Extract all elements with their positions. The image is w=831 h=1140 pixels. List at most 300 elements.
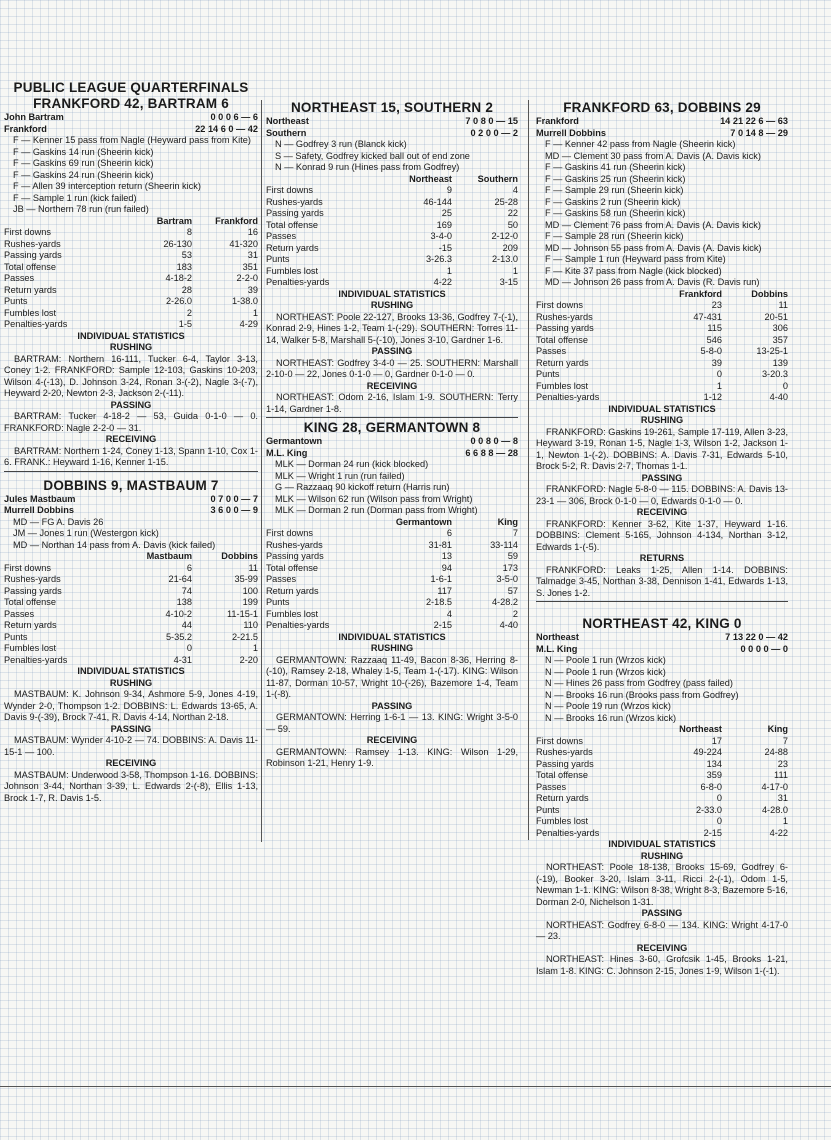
team-stat-row xyxy=(266,620,518,632)
stat-section-heading: RUSHING xyxy=(370,643,414,653)
linescore-row xyxy=(536,116,788,128)
stat-value: 0 xyxy=(782,380,788,391)
stat-label: Passes xyxy=(266,231,297,241)
scoring-play: F — Sample 29 run (Sheerin kick) xyxy=(545,185,684,195)
stat-label: First downs xyxy=(266,528,313,538)
stat-label: Total offense xyxy=(266,219,318,230)
stat-value: 8 xyxy=(186,227,192,237)
team-stat-row xyxy=(536,793,788,805)
linescore-row xyxy=(266,128,518,140)
stat-value: 3-5-0 xyxy=(496,574,518,584)
team-stat-row xyxy=(536,805,788,817)
stat-label: Punts xyxy=(536,804,560,815)
scoring-play: MD — Johnson 55 pass from A. Davis (A. Davis kick) xyxy=(545,242,762,253)
scoring-play: N — Brooks 16 run (Brooks pass from Godfrey) xyxy=(545,689,739,700)
stat-value: 25 xyxy=(441,208,452,218)
stat-value: 31 xyxy=(777,793,788,803)
stat-label: Return yards xyxy=(536,793,589,803)
column-2 xyxy=(266,100,518,773)
team-name: Northeast xyxy=(266,116,309,126)
team-score: 0 0 8 0 — 8 xyxy=(470,436,518,446)
stat-value: 0 xyxy=(716,369,722,379)
team-stat-row xyxy=(266,563,518,575)
stat-value: 59 xyxy=(507,551,518,561)
stat-label: Rushes-yards xyxy=(536,747,593,757)
team-stat-row xyxy=(4,586,258,598)
stat-section-heading: RUSHING xyxy=(109,342,153,352)
stat-label: Penalties-yards xyxy=(4,319,68,329)
scoring-play: MLK — Dorman 2 run (Dorman pass from Wright) xyxy=(275,505,478,515)
team-score: 14 21 22 6 — 63 xyxy=(720,116,788,126)
stats-header-team: Southern xyxy=(477,173,518,184)
stat-label: Passing yards xyxy=(536,758,594,769)
stat-label: Passes xyxy=(4,273,35,283)
stat-section-text: NORTHEAST: Odom 2-16, Islam 1-9. SOUTHERN: Terry 1-14, Gardner 1-8. xyxy=(266,392,518,414)
stat-section-text: NORTHEAST: Godfrey 6-8-0 — 134. KING: Wright 4-17-0 — 23. xyxy=(536,919,788,941)
stat-value: 111 xyxy=(774,770,788,780)
stat-label: First downs xyxy=(536,300,583,310)
scoring-play: F — Kenner 15 pass from Nagle (Heyward pass from Kite) xyxy=(13,135,251,145)
stat-value: 2-26.0 xyxy=(165,296,192,306)
scoring-play: N — Poole 19 run (Wrzos kick) xyxy=(545,701,671,711)
stat-value: 4-31 xyxy=(173,654,192,665)
stat-value: 2-21.5 xyxy=(231,631,258,642)
stat-value: 1 xyxy=(716,380,722,391)
stat-value: 546 xyxy=(706,334,722,345)
team-stat-row xyxy=(536,736,788,748)
stat-value: 41-320 xyxy=(229,238,258,249)
team-stat-row xyxy=(266,231,518,243)
stat-value: 50 xyxy=(507,219,518,230)
stat-label: Passing yards xyxy=(4,250,62,260)
stat-label: Passes xyxy=(536,346,567,356)
stat-value: 134 xyxy=(706,758,722,769)
stat-value: 173 xyxy=(502,562,518,573)
team-stat-row xyxy=(4,250,258,262)
stat-label: First downs xyxy=(4,227,51,237)
stat-section-text: FRANKFORD: Leaks 1-25, Allen 1-14. DOBBINS: Talmadge 3-45, Northan 3-38, Dennison 1-41, Edwards 1-13, S. Jones 1-2. xyxy=(536,564,788,598)
stat-value: 22 xyxy=(507,208,518,218)
team-score: 0 2 0 0 — 2 xyxy=(470,127,518,138)
stat-section-heading: RECEIVING xyxy=(105,434,157,444)
linescore-row xyxy=(4,494,258,506)
stat-label: Fumbles lost xyxy=(536,816,589,826)
stats-header-team: Mastbaum xyxy=(146,551,192,561)
stat-value: 0 xyxy=(716,793,722,803)
stat-value: 4-10-2 xyxy=(165,608,192,619)
team-stat-row xyxy=(536,323,788,335)
stat-label: Fumbles lost xyxy=(536,380,589,391)
stat-value: 2-15 xyxy=(433,620,452,630)
stat-value: 7 xyxy=(512,528,518,538)
stat-value: 2-2-0 xyxy=(236,273,258,283)
stat-label: Penalties-yards xyxy=(536,827,600,838)
team-stat-row xyxy=(266,597,518,609)
stat-value: 13-25-1 xyxy=(756,346,788,356)
stat-value: 31-81 xyxy=(428,539,452,550)
stat-value: 1-6-1 xyxy=(430,574,452,584)
stat-section-heading: RECEIVING xyxy=(366,735,418,745)
stat-label: Return yards xyxy=(4,284,57,295)
stat-value: 4-18-2 xyxy=(165,273,192,283)
stat-value: 1-38.0 xyxy=(231,296,258,306)
game-headline: FRANKFORD 42, BARTRAM 6 xyxy=(33,96,229,111)
team-name: Jules Mastbaum xyxy=(4,493,76,504)
stats-header-blank xyxy=(4,216,126,228)
stats-header-team: Northeast xyxy=(409,173,452,184)
team-stat-row xyxy=(4,296,258,308)
scoring-play: F — Gaskins 41 run (Sheerin kick) xyxy=(545,162,686,172)
team-stat-row xyxy=(4,262,258,274)
stat-section-text: GERMANTOWN: Herring 1-6-1 — 13. KING: Wright 3-5-0 — 59. xyxy=(266,712,518,734)
team-stat-row xyxy=(536,300,788,312)
stat-section-text: FRANKFORD: Gaskins 19-261, Sample 17-119, Allen 3-23, Heyward 3-19, Ronan 1-5, Nagle 1-3, Wilson 1-2, Jackson 1-1, Newton 1-(-2). DOBBINS: A. Davis 7-31, Edwards 5-10, Brock 5-2, R. Davis 2-7, Thomas 1-1. xyxy=(536,426,788,471)
column-divider xyxy=(261,100,262,842)
section-title: PUBLIC LEAGUE QUARTERFINALS xyxy=(13,80,249,95)
stat-section-text: BARTRAM: Northern 16-111, Tucker 6-4, Taylor 3-13, Coney 1-2. FRANKFORD: Sample 12-103, Gaskins 10-203, Wilson 4-(-13), D. Johnson 3-24, Ronan 3-(-2), Nagle 3-(-7), Heyward 2-20, Newton 2-3, Jackson 2-(-11). xyxy=(4,353,258,398)
stat-value: 25-28 xyxy=(494,196,518,207)
stat-value: 3-26.3 xyxy=(425,254,452,264)
stat-section-heading: RECEIVING xyxy=(105,758,157,768)
stat-value: 359 xyxy=(706,770,722,780)
scoring-play: F — Gaskins 2 run (Sheerin kick) xyxy=(545,196,681,207)
game-headline: KING 28, GERMANTOWN 8 xyxy=(303,420,481,435)
stat-value: 2-13.0 xyxy=(491,254,518,264)
team-stat-row xyxy=(4,273,258,285)
scoring-play: F — Allen 39 interception return (Sheerin kick) xyxy=(13,181,201,191)
individual-stats-heading: INDIVIDUAL STATISTICS xyxy=(338,631,446,642)
stat-value: 57 xyxy=(507,585,518,596)
stat-value: 1-5 xyxy=(178,319,192,329)
linescore-row xyxy=(536,644,788,656)
team-stat-row xyxy=(536,335,788,347)
stat-section-heading: RUSHING xyxy=(370,300,414,310)
stat-value: 24-88 xyxy=(764,747,788,757)
stat-value: 5-8-0 xyxy=(700,346,722,356)
stat-value: 110 xyxy=(243,620,258,630)
scoring-play: F — Sample 28 run (Sheerin kick) xyxy=(545,231,684,241)
scoring-play: MLK — Dorman 24 run (kick blocked) xyxy=(275,459,429,469)
stat-label: Penalties-yards xyxy=(4,654,68,665)
stat-value: 6 xyxy=(186,562,192,573)
stat-value: 1 xyxy=(782,816,788,826)
stat-value: 3-20.3 xyxy=(761,369,788,379)
stat-value: 0 xyxy=(186,643,192,653)
stat-value: 53 xyxy=(181,250,192,260)
stat-label: Punts xyxy=(536,369,560,379)
team-stat-row xyxy=(266,208,518,220)
stat-section-text: NORTHEAST: Poole 18-138, Brooks 15-69, Godfrey 6-(-19), Booker 3-20, Islam 3-11, Ricci 2-(-1), Odom 1-5, Newman 1-1. KING: Wilson 8-38, Wright 8-3, Bazemore 5-16, Dorman 2-0, Nichelson 1-31. xyxy=(536,862,788,907)
scoring-play: F — Gaskins 69 run (Sheerin kick) xyxy=(13,158,154,168)
stat-label: First downs xyxy=(4,562,51,573)
stat-value: 4-17-0 xyxy=(761,781,788,792)
scoring-play: JB — Northern 78 run (run failed) xyxy=(13,204,149,214)
stat-value: 31 xyxy=(247,250,258,260)
stat-label: Penalties-yards xyxy=(536,392,600,402)
team-stat-row xyxy=(266,540,518,552)
scoring-play: MD — Northan 14 pass from A. Davis (kick failed) xyxy=(13,539,216,550)
stat-section-text: NORTHEAST: Hines 3-60, Grofcsik 1-45, Brooks 1-21, Islam 1-8. KING: C. Johnson 2-15, Jones 1-9, Wilson 1-(-1). xyxy=(536,954,788,976)
scoring-play: MD — Clement 30 pass from A. Davis (A. Davis kick) xyxy=(545,150,761,161)
stat-value: 6-8-0 xyxy=(700,781,722,792)
team-score: 7 0 8 0 — 15 xyxy=(465,116,518,126)
stat-section-heading: PASSING xyxy=(641,908,683,918)
team-stat-row xyxy=(4,609,258,621)
stats-header-blank xyxy=(4,551,126,563)
stats-header xyxy=(266,174,518,186)
team-stat-row xyxy=(266,266,518,278)
stat-section-text: FRANKFORD: Nagle 5-8-0 — 115. DOBBINS: A. Davis 13-23-1 — 306, Brock 0-1-0 — 0, Edwards 0-1-0 — 0. xyxy=(536,484,788,506)
stat-value: 4-28.2 xyxy=(491,597,518,607)
linescore-row xyxy=(266,116,518,128)
team-stat-row xyxy=(536,770,788,782)
stat-value: 47-431 xyxy=(693,311,722,322)
stat-section-text: BARTRAM: Northern 1-24, Coney 1-13, Spann 1-10, Cox 1-6. FRANK.: Heyward 1-16, Kenner 1-15. xyxy=(4,445,258,467)
stat-section-heading: PASSING xyxy=(371,346,413,356)
stats-header-blank xyxy=(266,174,386,186)
team-stat-row xyxy=(4,620,258,632)
team-name: Frankford xyxy=(4,123,47,134)
team-name: M.L. King xyxy=(266,447,308,458)
stat-label: Rushes-yards xyxy=(266,196,323,207)
game-box xyxy=(4,96,258,472)
stat-value: -15 xyxy=(438,242,452,253)
team-stat-row xyxy=(4,655,258,667)
stat-section-heading: RECEIVING xyxy=(636,942,688,953)
scoring-play: F — Kite 37 pass from Nagle (kick blocked) xyxy=(545,265,722,276)
team-stat-row xyxy=(536,759,788,771)
stat-value: 7 xyxy=(782,735,788,746)
game-headline: FRANKFORD 63, DOBBINS 29 xyxy=(563,100,761,115)
stats-header xyxy=(4,216,258,228)
stats-header-team: Northeast xyxy=(679,724,722,734)
stat-value: 351 xyxy=(242,261,258,272)
individual-stats-heading: INDIVIDUAL STATISTICS xyxy=(338,288,446,299)
linescore-row xyxy=(266,448,518,460)
stats-header-team: Germantown xyxy=(395,516,452,527)
stat-section-text: NORTHEAST: Poole 22-127, Brooks 13-36, Godfrey 7-(-1), Konrad 2-9, Hines 1-2, Team 1-(-29). SOUTHERN: Torres 11-14, Walker 5-8, Marshall 5-(-10), Jones 3-10, Gardner 1-6. xyxy=(266,311,518,345)
scoring-play: MLK — Wright 1 run (run failed) xyxy=(275,470,405,481)
stat-value: 2-18.5 xyxy=(425,597,452,607)
game-box xyxy=(266,100,518,418)
individual-stats-heading: INDIVIDUAL STATISTICS xyxy=(77,330,185,341)
stat-value: 33-114 xyxy=(490,539,518,550)
stat-value: 35-99 xyxy=(234,574,258,584)
team-stat-row xyxy=(536,747,788,759)
stat-value: 169 xyxy=(436,219,452,230)
team-score: 0 7 0 0 — 7 xyxy=(210,493,258,504)
stat-label: Penalties-yards xyxy=(266,277,330,287)
team-stat-row xyxy=(266,243,518,255)
stats-header xyxy=(536,724,788,736)
stat-section-heading: PASSING xyxy=(371,700,413,711)
game-headline: DOBBINS 9, MASTBAUM 7 xyxy=(43,477,219,493)
stats-header xyxy=(536,289,788,301)
stat-value: 117 xyxy=(437,585,452,596)
team-score: 3 6 0 0 — 9 xyxy=(210,505,258,515)
team-stat-row xyxy=(4,574,258,586)
stat-value: 4 xyxy=(446,608,452,619)
stat-value: 1 xyxy=(252,643,258,653)
stat-value: 49-224 xyxy=(693,747,722,757)
stat-section-text: FRANKFORD: Kenner 3-62, Kite 1-37, Heyward 1-16. DOBBINS: Clement 5-165, Johnson 4-134, Northan 3-12, Edwards 1-(-5). xyxy=(536,518,788,552)
stats-header-team: King xyxy=(497,516,518,527)
stat-section-text: GERMANTOWN: Ramsey 1-13. KING: Wilson 1-29, Robinson 1-21, Henry 1-9. xyxy=(266,746,518,768)
stat-label: Passing yards xyxy=(4,585,62,596)
stat-section-text: GERMANTOWN: Razzaaq 11-49, Bacon 8-36, Herring 8-(-10), Ramsey 2-18, Whaley 1-5, Team 1-(-17). KING: Wilson 11-87, Dorman 10-57, Wright 10-(-26), Bazemore 1-4, Team 1-(-8). xyxy=(266,654,518,699)
team-score: 0 0 0 0 — 0 xyxy=(740,643,788,654)
stat-label: Return yards xyxy=(266,585,319,596)
game-headline: NORTHEAST 42, KING 0 xyxy=(582,616,742,631)
stat-label: First downs xyxy=(266,185,313,195)
stat-value: 23 xyxy=(777,758,788,769)
team-name: Northeast xyxy=(536,632,579,642)
stat-section-text: BARTRAM: Tucker 4-18-2 — 53, Guida 0-1-0 — 0. FRANKFORD: Nagle 2-2-0 — 31. xyxy=(4,411,258,433)
team-stat-row xyxy=(536,346,788,358)
stat-label: Punts xyxy=(4,631,28,642)
team-name: John Bartram xyxy=(4,112,64,122)
scoring-play: MLK — Wilson 62 run (Wilson pass from Wright) xyxy=(275,493,473,504)
stats-header-blank xyxy=(536,724,656,736)
stats-header-blank xyxy=(266,517,386,529)
stat-label: Total offense xyxy=(266,562,318,573)
stat-value: 183 xyxy=(176,261,192,272)
stat-value: 28 xyxy=(181,284,192,295)
stat-label: Penalties-yards xyxy=(266,620,330,630)
stat-label: Fumbles lost xyxy=(266,265,319,276)
column-1 xyxy=(4,80,258,807)
stat-value: 44 xyxy=(181,620,192,630)
column-divider xyxy=(528,100,529,840)
stat-value: 4-22 xyxy=(433,277,452,287)
linescore-row xyxy=(536,632,788,644)
team-stat-row xyxy=(266,220,518,232)
stat-value: 16 xyxy=(247,227,258,237)
stat-label: Fumbles lost xyxy=(266,608,319,619)
stat-value: 13 xyxy=(441,551,452,561)
stat-label: Passes xyxy=(4,608,35,619)
stat-section-heading: RETURNS xyxy=(639,553,685,563)
stat-value: 11 xyxy=(778,300,788,310)
scoring-play: F — Sample 1 run (Heyward pass from Kite) xyxy=(545,254,726,264)
stat-section-text: NORTHEAST: Godfrey 3-4-0 — 25. SOUTHERN: Marshall 2-10-0 — 22, Jones 0-1-0 — 0, Gardner 0-1-0 — 0. xyxy=(266,357,518,379)
stat-value: 115 xyxy=(707,323,722,333)
stat-section-text: MASTBAUM: Wynder 4-10-2 — 74. DOBBINS: A. Davis 11-15-1 — 100. xyxy=(4,735,258,757)
stat-value: 138 xyxy=(176,597,192,607)
stat-value: 2 xyxy=(512,608,518,619)
team-stat-row xyxy=(4,227,258,239)
team-stat-row xyxy=(266,185,518,197)
stat-label: Return yards xyxy=(266,242,319,253)
team-stat-row xyxy=(4,597,258,609)
stat-value: 2 xyxy=(186,307,192,318)
scoring-play: F — Gaskins 24 run (Sheerin kick) xyxy=(13,169,154,180)
scoring-play: JM — Jones 1 run (Westergon kick) xyxy=(13,528,159,538)
stat-label: Total offense xyxy=(4,597,56,607)
team-stat-row xyxy=(536,358,788,370)
stat-label: Punts xyxy=(266,254,290,264)
stat-section-text: MASTBAUM: Underwood 3-58, Thompson 1-16. DOBBINS: Johnson 3-44, Northan 3-39, L. Edwards 2-(-8), Ellis 1-13, Brock 1-7, R. Davis 1-5. xyxy=(4,769,258,803)
team-stat-row xyxy=(536,816,788,828)
game-box xyxy=(536,100,788,602)
game-box xyxy=(536,616,788,980)
scoring-play: F — Gaskins 58 run (Sheerin kick) xyxy=(545,208,686,218)
stat-value: 4-28.0 xyxy=(761,804,788,815)
stats-header xyxy=(4,551,258,563)
stat-section-heading: RUSHING xyxy=(640,415,684,425)
team-stat-row xyxy=(536,312,788,324)
stat-label: First downs xyxy=(536,735,583,746)
individual-stats-heading: INDIVIDUAL STATISTICS xyxy=(608,403,716,414)
stat-label: Fumbles lost xyxy=(4,643,57,653)
stat-value: 23 xyxy=(711,300,722,310)
stat-value: 94 xyxy=(441,562,452,573)
scoring-play: N — Konrad 9 run (Hines pass from Godfrey) xyxy=(275,162,460,172)
stat-section-heading: PASSING xyxy=(110,399,152,410)
stat-value: 4-29 xyxy=(239,319,258,329)
stat-label: Passes xyxy=(536,781,567,792)
game-box xyxy=(266,420,518,773)
stat-label: Return yards xyxy=(536,357,589,368)
individual-stats-heading: INDIVIDUAL STATISTICS xyxy=(77,666,185,676)
team-stat-row xyxy=(536,392,788,404)
team-stat-row xyxy=(266,528,518,540)
linescore-row xyxy=(4,505,258,517)
stats-header-team: Frankford xyxy=(215,215,258,226)
stat-section-heading: RUSHING xyxy=(109,677,153,688)
scoring-play: N — Hines 26 pass from Godfrey (pass failed) xyxy=(545,678,733,688)
stat-value: 139 xyxy=(772,357,788,368)
stat-label: Total offense xyxy=(536,334,588,345)
scoring-play: F — Kenner 42 pass from Nagle (Sheerin kick) xyxy=(545,139,736,149)
stat-value: 2-12-0 xyxy=(491,231,518,241)
stat-section-heading: PASSING xyxy=(641,472,683,483)
stat-value: 26-130 xyxy=(163,238,192,249)
stat-value: 39 xyxy=(711,357,722,368)
team-stat-row xyxy=(4,308,258,320)
stat-value: 9 xyxy=(446,185,452,195)
stat-value: 6 xyxy=(446,528,452,538)
stats-header-team: Bartram xyxy=(156,215,192,226)
stat-section-heading: RECEIVING xyxy=(636,507,688,517)
stat-label: Passing yards xyxy=(266,208,324,218)
team-stat-row xyxy=(266,586,518,598)
scoring-play: F — Sample 1 run (kick failed) xyxy=(13,192,137,203)
linescore-row xyxy=(4,112,258,124)
team-name: Frankford xyxy=(536,116,579,126)
stat-value: 39 xyxy=(247,284,258,295)
stat-value: 74 xyxy=(181,585,192,596)
individual-stats-heading: INDIVIDUAL STATISTICS xyxy=(608,839,716,849)
stat-value: 306 xyxy=(772,323,788,333)
stat-section-heading: PASSING xyxy=(110,723,152,734)
stat-value: 1 xyxy=(252,307,258,318)
stats-header-blank xyxy=(536,289,656,301)
stat-value: 1-12 xyxy=(703,392,722,402)
scoring-play: N — Godfrey 3 run (Blanck kick) xyxy=(275,139,407,149)
scoring-play: MD — FG A. Davis 26 xyxy=(13,516,104,527)
team-score: 6 6 8 8 — 28 xyxy=(465,447,518,458)
scoring-play: N — Poole 1 run (Wrzos kick) xyxy=(545,655,666,665)
stat-value: 4 xyxy=(512,185,518,195)
stat-value: 1 xyxy=(512,265,518,276)
stat-label: Punts xyxy=(4,296,28,306)
linescore-row xyxy=(4,124,258,136)
team-name: Southern xyxy=(266,127,307,138)
team-name: Murrell Dobbins xyxy=(4,505,74,515)
team-score: 7 13 22 0 — 42 xyxy=(725,632,788,642)
stat-value: 5-35.2 xyxy=(165,631,192,642)
